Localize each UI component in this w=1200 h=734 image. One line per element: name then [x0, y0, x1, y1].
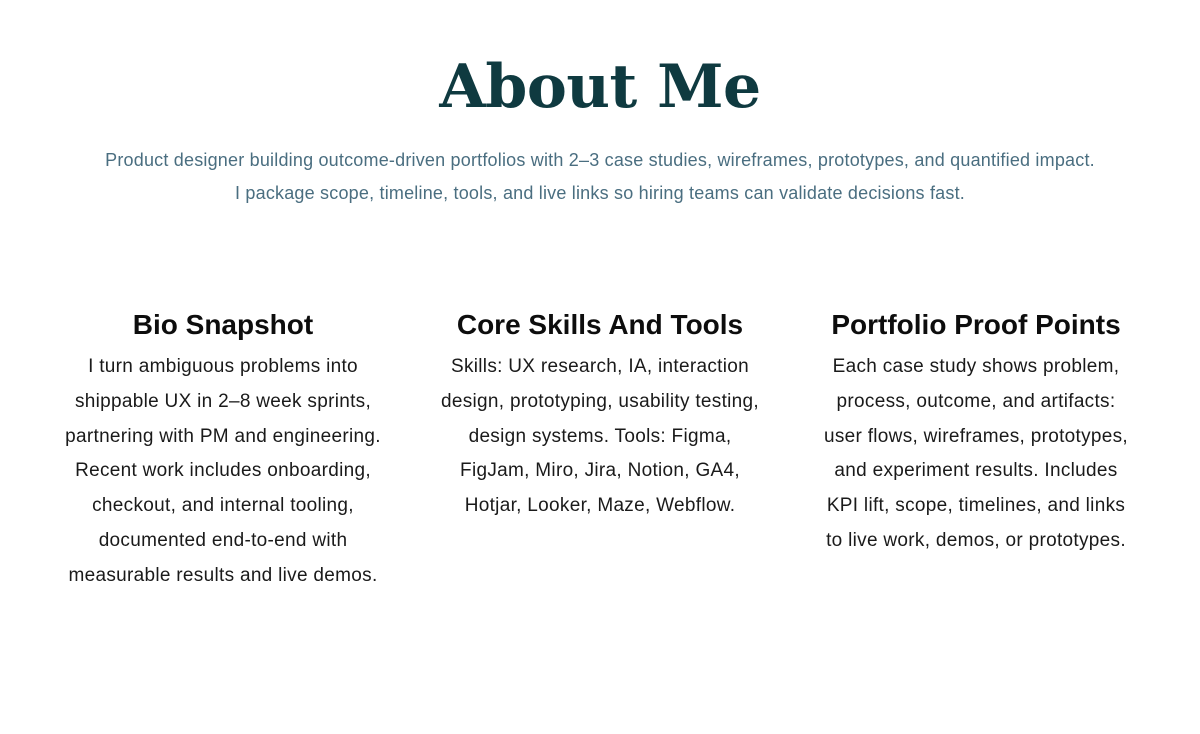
page-title: About Me	[439, 52, 761, 122]
section-heading: Core Skills And Tools	[456, 309, 744, 340]
section-body: I turn ambiguous problems into shippable UX in 2–8 week sprints, partnering with PM and engineering. Recent work includes onboarding, checkout, and internal tooling, documented end-to-end with measurable results and live demos.	[65, 356, 381, 586]
core-skills-section	[440, 306, 760, 524]
section-heading: Portfolio Proof Points	[831, 309, 1121, 340]
section-body: Skills: UX research, IA, interaction design, prototyping, usability testing, design systems. Tools: Figma, FigJam, Miro, Jira, Notion, GA4, Hotjar, Looker, Maze, Webflow.	[441, 356, 759, 517]
portfolio-proof-section	[816, 306, 1136, 559]
section-body: Each case study shows problem, process, outcome, and artifacts: user flows, wireframes, prototypes, and experiment results. Includes KPI lift, scope, timelines, and links to live work, demos, or prototypes.	[823, 356, 1129, 551]
section-heading: Bio Snapshot	[132, 309, 314, 340]
bio-snapshot-section	[63, 306, 383, 594]
page-subtitle: Product designer building outcome-driven portfolios with 2–3 case studies, wireframes, prototypes, and quantified impact. I package scope, timeline, tools, and live links so hiring teams can validate decisions fast.	[105, 150, 1095, 203]
